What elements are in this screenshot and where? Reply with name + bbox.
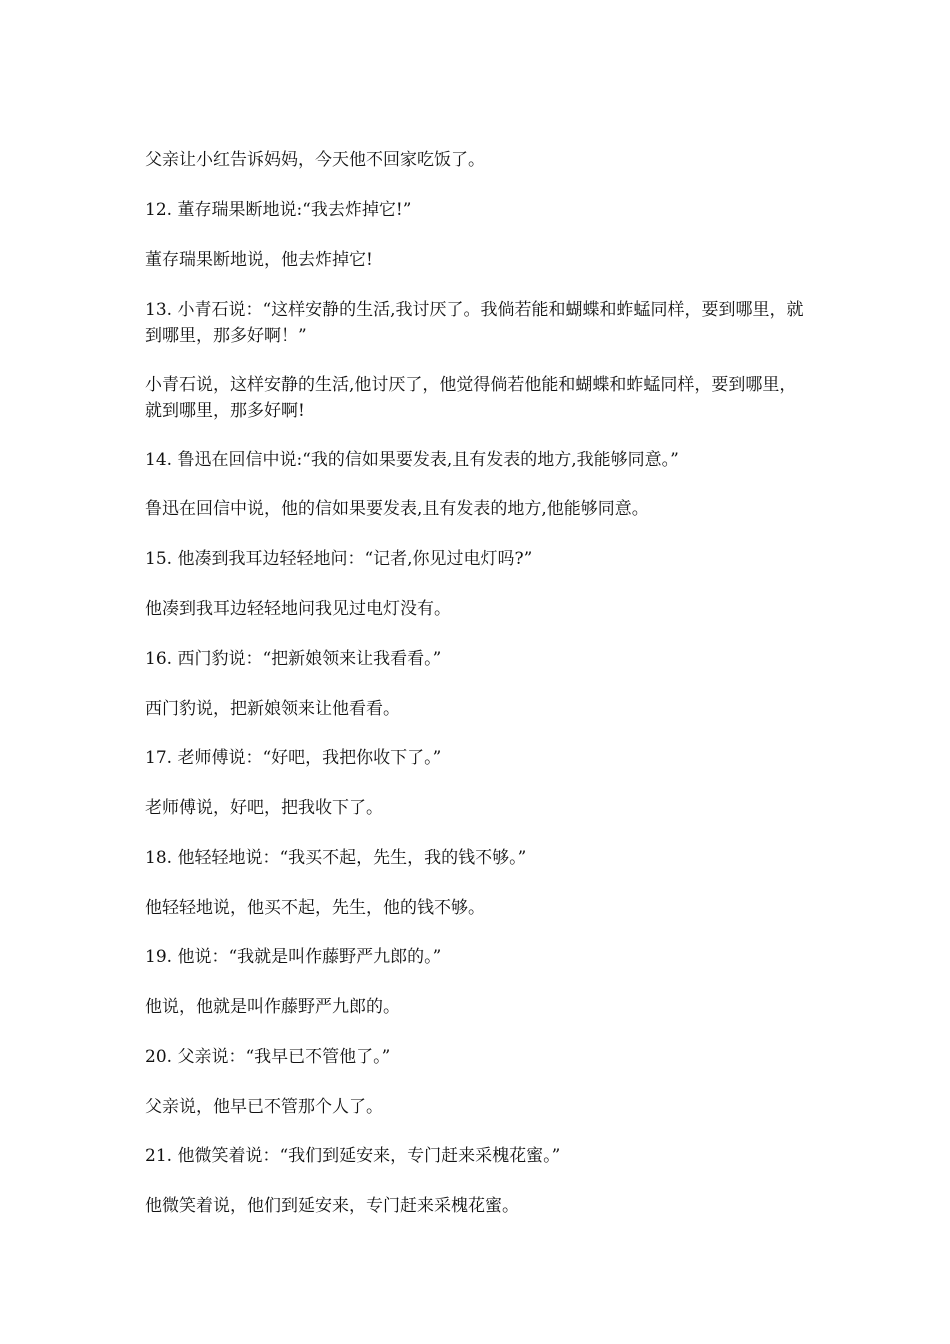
paragraph-indirect-12: 董存瑞果断地说，他去炸掉它! (145, 250, 373, 270)
paragraph-direct-19: 19. 他说：“我就是叫作藤野严九郎的。” (145, 947, 442, 967)
paragraph-indirect-14: 鲁迅在回信中说，他的信如果要发表,且有发表的地方,他能够同意。 (145, 499, 649, 519)
paragraph-indirect-15: 他凑到我耳边轻轻地问我见过电灯没有。 (145, 599, 451, 619)
paragraph-indirect-19: 他说，他就是叫作藤野严九郎的。 (145, 997, 400, 1017)
paragraph-indirect-16: 西门豹说，把新娘领来让他看看。 (145, 699, 400, 719)
paragraph-direct-14: 14. 鲁迅在回信中说:“我的信如果要发表,且有发表的地方,我能够同意。” (145, 450, 679, 470)
paragraph-direct-20: 20. 父亲说：“我早已不管他了。” (145, 1047, 391, 1067)
paragraph-indirect-20: 父亲说，他早已不管那个人了。 (145, 1097, 383, 1117)
paragraph-indirect-17: 老师傅说，好吧，把我收下了。 (145, 798, 383, 818)
paragraph-direct-12: 12. 董存瑞果断地说:“我去炸掉它!” (145, 200, 412, 220)
paragraph-indirect-11: 父亲让小红告诉妈妈，今天他不回家吃饭了。 (145, 150, 485, 170)
paragraph-direct-21: 21. 他微笑着说：“我们到延安来，专门赶来采槐花蜜。” (145, 1146, 561, 1166)
paragraph-direct-15: 15. 他凑到我耳边轻轻地问：“记者,你见过电灯吗?” (145, 549, 533, 569)
paragraph-direct-17: 17. 老师傅说：“好吧，我把你收下了。” (145, 748, 442, 768)
paragraph-direct-18: 18. 他轻轻地说：“我买不起，先生，我的钱不够。” (145, 848, 527, 868)
paragraph-indirect-21: 他微笑着说，他们到延安来，专门赶来采槐花蜜。 (145, 1196, 519, 1216)
paragraph-direct-13: 13. 小青石说：“这样安静的生活,我讨厌了。我倘若能和蝴蝶和蚱蜢同样，要到哪里，就到哪里，那多好啊！” (145, 300, 804, 346)
paragraph-direct-16: 16. 西门豹说：“把新娘领来让我看看。” (145, 649, 442, 669)
paragraph-indirect-13: 小青石说，这样安静的生活,他讨厌了，他觉得倘若他能和蝴蝶和蚱蜢同样，要到哪里，就到哪里，那多好啊! (145, 375, 797, 421)
paragraph-indirect-18: 他轻轻地说，他买不起，先生，他的钱不够。 (145, 898, 485, 918)
